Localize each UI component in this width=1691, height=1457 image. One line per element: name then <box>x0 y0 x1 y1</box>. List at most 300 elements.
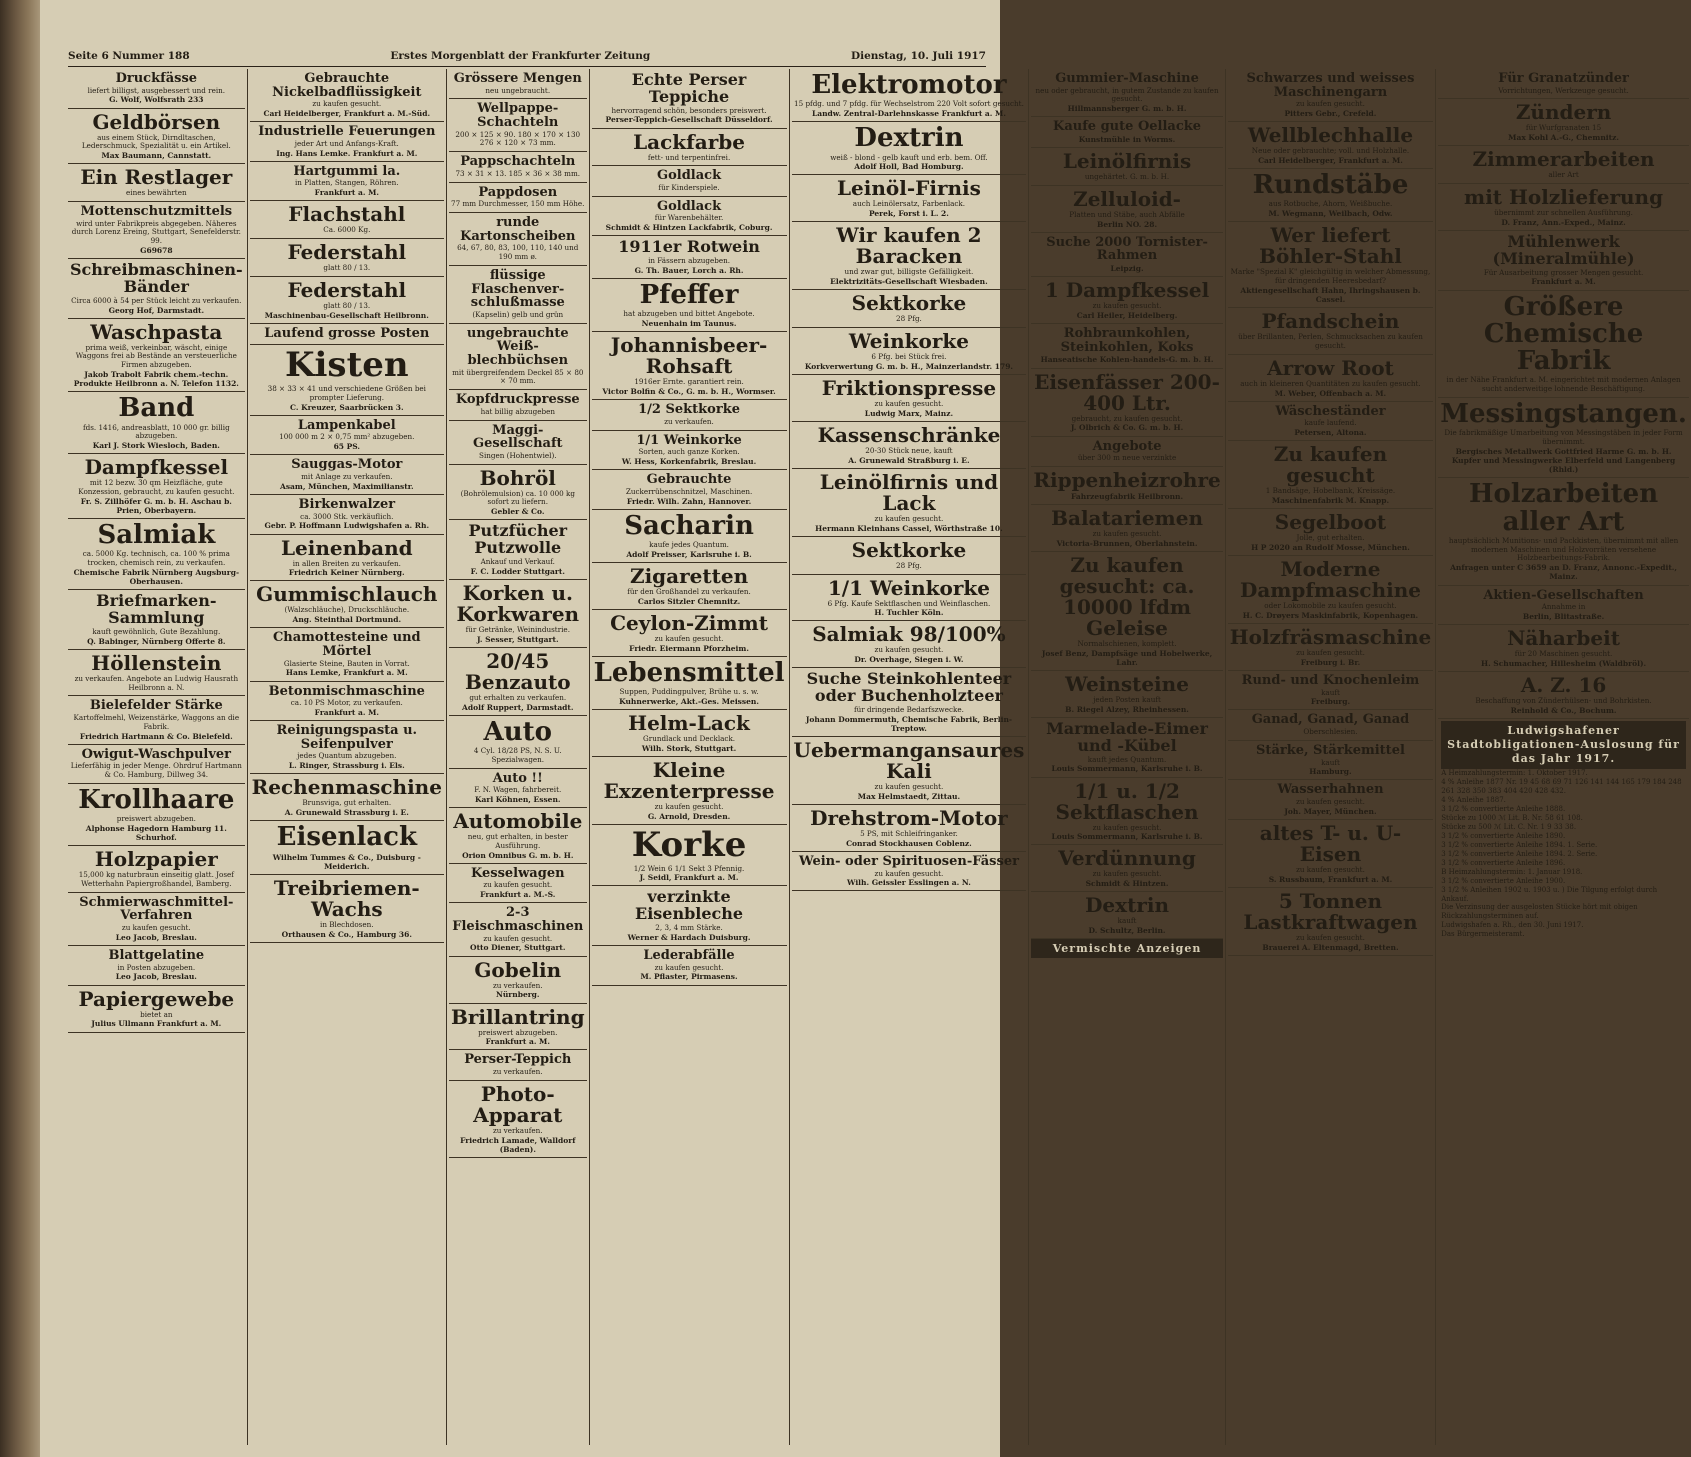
advertisement <box>1031 69 1222 117</box>
ad-headline: Mühlenwerk (Mineralmühle) <box>1492 232 1635 268</box>
advertisement <box>1031 778 1222 846</box>
ad-signature: M. Weber, Offenbach a. M. <box>1274 388 1387 398</box>
advertisement <box>68 946 245 986</box>
ad-headline: Geldbörsen <box>92 109 221 134</box>
ad-signature: Ang. Steinthal Dortmund. <box>292 615 402 625</box>
ad-signature: Louis Sommermann, Karlsruhe i. B. <box>1051 764 1203 774</box>
ad-body: aus Rotbuche, Ahorn, Weißbuche. <box>1268 199 1393 209</box>
ad-signature: Frankfurt a. M. <box>314 708 379 717</box>
ad-signature: Wilhelm Tummes & Co., Duisburg - Meiderich. <box>272 852 421 871</box>
ad-headline: Schreibmaschinen-Bänder <box>70 260 243 296</box>
ad-body: neu oder gebraucht, in gutem Zustande zu kaufen gesucht. <box>1035 85 1219 104</box>
advertisement <box>1031 324 1222 368</box>
ad-signature: Leo Jacob, Breslau. <box>115 932 197 942</box>
ad-signature: Kunstmühle in Worms. <box>1078 134 1176 144</box>
ad-headline: Blattgelatine <box>108 948 205 964</box>
ad-headline: Federstahl <box>287 277 407 302</box>
ad-signature: Max Kohl A.-G., Chemnitz. <box>1508 133 1619 143</box>
advertisement <box>1438 69 1689 99</box>
ad-body: ca. 5000 Kg. technisch, ca. 100 % prima trocken, chemisch rein, zu verkaufen. <box>82 549 230 568</box>
ad-signature: Johann Dommermuth, Chemische Fabrik, Berlin-Treptow. <box>805 714 1013 733</box>
ad-body: hervorragend schön, besonders preiswert. <box>611 105 767 115</box>
ad-headline: Segelboot <box>1274 510 1387 535</box>
ad-signature: Gebler & Co. <box>491 507 545 517</box>
ad-headline: Pappdosen <box>478 184 558 200</box>
advertisement <box>68 986 245 1033</box>
ad-signature: Chemische Fabrik Nürnberg Augsburg-Oberhausen. <box>73 568 240 587</box>
ad-body: über 300 m neue verzinkte <box>1077 453 1177 463</box>
ad-headline: Bielefelder Stärke <box>89 698 223 714</box>
advertisement <box>1438 478 1689 585</box>
advertisement <box>792 375 1027 422</box>
ad-signature: Max Helmstaedt, Zittau. <box>857 791 961 801</box>
ad-signature: Wilh. Geissler Esslingen a. N. <box>847 878 971 888</box>
ad-headline: Uebermangansaures Kali <box>793 738 1025 784</box>
ad-headline: Flachstahl <box>288 202 406 227</box>
ad-headline: Schwarzes und weisses Maschinengarn <box>1246 71 1415 100</box>
ad-headline: Kisten <box>284 345 409 386</box>
ad-body: (Bohrölemulsion) ca. 10 000 kg sofort zu liefern. <box>460 488 575 507</box>
ad-signature: B. Riegel Alzey, Rheinhessen. <box>1065 704 1189 714</box>
ad-body: zu kaufen gesucht. <box>483 933 553 943</box>
ad-body: Grundlack und Decklack. <box>643 733 736 743</box>
ad-body: zu kaufen gesucht. <box>874 782 944 792</box>
ad-headline: Lebensmittel <box>593 657 785 688</box>
ad-signature: Anfragen unter C 3659 an D. Franz, Annonc.-Expedit., Mainz. <box>1450 563 1678 582</box>
ad-signature: Karl Köhnen, Essen. <box>475 794 561 804</box>
advertisement <box>68 696 245 744</box>
ad-headline: Gebrauchte <box>646 472 732 488</box>
advertisement <box>250 682 444 722</box>
ad-body: prima weiß, verkeinbar, wäscht, einige Waggons frei ab Bestände an versteuerliche Firmen abzugeben. <box>75 342 237 370</box>
ad-headline: 1/1 Weinkorke <box>827 575 990 600</box>
advertisement <box>250 416 444 456</box>
ad-headline: runde Kartonscheiben <box>460 215 576 244</box>
ad-signature: Carl Heidelberger, Frankfurt a. M.-Süd. <box>263 109 431 119</box>
ad-body: zu kaufen gesucht. <box>874 645 944 655</box>
ad-headline: Rund- und Knochenleim <box>1241 672 1420 688</box>
ad-headline: Dextrin <box>1085 893 1169 918</box>
ad-headline: Laufend grosse Posten <box>264 325 430 341</box>
advertisement <box>1438 184 1689 231</box>
ad-body: 28 Pfg. <box>896 314 922 324</box>
advertisement <box>449 580 587 648</box>
ad-signature: Neuenhain im Taunus. <box>641 319 737 329</box>
advertisement <box>592 332 787 400</box>
advertisement <box>1031 148 1222 186</box>
ad-body: neu ungebraucht. <box>485 85 551 95</box>
ad-body: zu kaufen gesucht. <box>1296 99 1365 109</box>
advertisement <box>250 201 444 239</box>
advertisement <box>449 808 587 864</box>
bond-drawing-line: A Heimzahlungstermin: 1. Oktober 1917. <box>1441 769 1588 778</box>
ad-signature: D. Franz, Ann.-Exped., Mainz. <box>1501 217 1626 227</box>
ad-headline: Zimmerarbeiten <box>1472 147 1655 172</box>
advertisement <box>1438 398 1689 478</box>
ad-headline: Ceylon-Zimmt <box>610 610 768 635</box>
ad-column-3 <box>447 69 590 1445</box>
bond-drawing-line: 4 % Anleihe 1887. <box>1441 796 1506 805</box>
ad-body: Kartoffelmehl, Weizenstärke, Waggons an die Fabrik. <box>73 713 240 731</box>
header-masthead: Erstes Morgenblatt der Frankfurter Zeitung <box>390 50 651 62</box>
ad-headline: Marmelade-Eimer und -Kübel <box>1046 718 1208 755</box>
ad-headline: Pfandschein <box>1261 309 1400 334</box>
bond-drawing-line: Stücke zu 1000 ℳ Lit. B. Nr. 58 61 108. <box>1441 813 1583 822</box>
section-banner-vermischte: Vermischte Anzeigen <box>1031 939 1222 958</box>
advertisement <box>1228 820 1434 888</box>
ad-headline: Drehstrom-Motor <box>810 805 1008 830</box>
ad-body: Die fabrikmäßige Umarbeitung von Messingstäben in jeder Form übernimmt. <box>1444 428 1683 447</box>
advertisement <box>1031 233 1222 277</box>
advertisement <box>1438 99 1689 146</box>
ad-signature: Ludwig Marx, Mainz. <box>864 408 954 418</box>
advertisement <box>792 222 1027 290</box>
advertisement <box>1228 556 1434 624</box>
ad-signature: Frankfurt a. M.-S. <box>480 890 556 900</box>
ad-headline: verzinkte Eisenbleche <box>635 887 744 924</box>
ad-signature: Q. Babinger, Nürnberg Offerte 8. <box>87 636 226 646</box>
advertisement <box>1228 308 1434 355</box>
ad-body: Lieferfähig in jeder Menge. Ohrdruf Hartmann & Co. Hamburg, Dillweg 34. <box>70 761 242 780</box>
advertisement <box>449 1004 587 1051</box>
ad-body: Jolle, gut erhalten. <box>1296 533 1365 543</box>
ad-headline: Rippenheizrohre <box>1033 467 1221 492</box>
ad-body: 15 pfdg. und 7 pfdg. für Wechselstrom 220 Volt sofort gesucht. <box>794 99 1024 109</box>
ad-headline: Zelluloid- <box>1073 186 1181 211</box>
advertisement <box>1228 624 1434 671</box>
ad-body: kauft <box>1117 916 1137 926</box>
advertisement <box>1228 780 1434 820</box>
ad-body: zu kaufen gesucht. <box>654 962 724 972</box>
ad-body: für dringende Bedarfszwecke. <box>853 704 964 714</box>
ad-headline: Echte Perser Teppiche <box>631 70 747 106</box>
ad-columns <box>66 69 1687 1445</box>
ad-body: für 20 Maschinen gesucht. <box>1514 649 1613 659</box>
advertisement <box>1228 169 1434 222</box>
ad-headline: Automobile <box>453 809 583 834</box>
ad-headline: Goldlack <box>657 198 722 214</box>
ad-headline: Gebrauchte Nickelbadflüssigkeit <box>272 71 422 100</box>
ad-body: kauft gewöhnlich, Gute Bezahlung. <box>92 626 221 636</box>
ad-headline: Wellpappe-Schachteln <box>477 101 559 131</box>
ad-body: in der Nähe Frankfurt a. M. eingerichtet mit modernen Anlagen sucht anderweitige lohnende Beschäftigung. <box>1446 375 1681 394</box>
ad-headline: Zündern <box>1515 100 1612 125</box>
ad-signature: H. Schumacher, Hillesheim (Waldbröl). <box>1480 658 1647 668</box>
ad-signature: M. Wegmann, Weilbach, Odw. <box>1268 209 1393 219</box>
advertisement <box>68 784 245 846</box>
ad-body: und zwar gut, billigste Gefälligkeit. <box>844 267 974 277</box>
ad-headline: Stärke, Stärkemittel <box>1256 742 1405 758</box>
advertisement <box>68 519 245 590</box>
ad-signature: Berlin, Blitastraße. <box>1522 611 1605 621</box>
ad-headline: altes T- u. U-Eisen <box>1259 821 1402 867</box>
ad-signature: Nürnberg. <box>496 990 540 1000</box>
ad-body: mit übergreifendem Deckel 85 × 80 × 70 mm. <box>452 367 584 386</box>
ad-body: glatt 80 / 13. <box>323 300 371 310</box>
ad-body: zu kaufen gesucht. <box>874 513 944 523</box>
ad-body: 38 × 33 × 41 und verschiedene Größen bei prompter Lieferung. <box>267 384 426 402</box>
bond-drawing-line: 3 1/2 % convertierte Anleihe 1894. 1. Serie. <box>1441 840 1598 849</box>
advertisement <box>592 825 787 887</box>
advertisement <box>592 197 787 237</box>
ad-signature: J. Sesser, Stuttgart. <box>476 634 559 644</box>
ad-headline: Band <box>118 393 195 424</box>
ad-signature: Conrad Stockhausen Coblenz. <box>846 838 972 848</box>
advertisement <box>1228 671 1434 711</box>
ad-signature: Victor Bolfin & Co., G. m. b. H., Wormser. <box>602 387 776 396</box>
ad-body: hat abzugeben und bittet Angebote. <box>623 309 755 319</box>
advertisement <box>449 648 587 716</box>
ad-headline: Auto !! <box>492 770 543 786</box>
ad-headline: Korke <box>631 824 747 865</box>
ad-signature: Hanseatische Kohlen-handels-G. m. b. H. <box>1040 355 1214 365</box>
ad-body: Oberschlesien. <box>1303 727 1358 737</box>
bond-drawing-line: Ludwigshafen a. Rh., den 30. Juni 1917. <box>1441 921 1584 930</box>
ad-headline: Rohbraunkohlen, Steinkohlen, Koks <box>1060 326 1194 355</box>
advertisement <box>68 745 245 784</box>
bond-drawing-line: Die Verzinsung der ausgelosten Stücke hört mit obigen Rückzahlungsterminen auf. <box>1441 903 1638 921</box>
ad-body: 6 Pfg. bei Stück frei. <box>871 352 947 362</box>
ad-body: zu kaufen gesucht. <box>1092 869 1162 879</box>
ad-headline: Leinölfirnis <box>1062 149 1192 174</box>
advertisement <box>250 122 444 162</box>
ad-signature: Perek, Forst i. L. 2. <box>868 209 949 219</box>
ad-headline: Photo-Apparat <box>473 1081 563 1127</box>
advertisement <box>68 259 245 319</box>
ad-headline: Näharbeit <box>1507 626 1620 651</box>
bond-drawing-line: 3 1/2 % convertierte Anleihe 1894. 2. Serie. <box>1441 849 1598 858</box>
ad-body: jeder Art und Anfangs-Kraft. <box>294 138 399 148</box>
advertisement <box>792 575 1027 622</box>
ad-signature: D. Schultz, Berlin. <box>1088 926 1166 936</box>
ad-headline: Aktien-Gesellschaften <box>1483 587 1644 603</box>
ad-headline: Federstahl <box>287 240 407 265</box>
advertisement <box>68 164 245 202</box>
ad-headline: Gummier-Maschine <box>1055 71 1199 86</box>
advertisement <box>592 470 787 510</box>
ad-body: zu verkaufen. <box>492 980 543 990</box>
ad-headline: Wer liefert Böhler-Stahl <box>1259 223 1402 269</box>
ad-signature: G69678 <box>140 246 173 256</box>
advertisement <box>68 454 245 519</box>
ad-signature: Maschinenfabrik M. Knapp. <box>1271 496 1390 506</box>
ad-headline: Gobelin <box>474 957 562 982</box>
ad-column-5 <box>790 69 1030 1445</box>
ad-signature: Werner & Hardach Duisburg. <box>627 932 751 942</box>
ad-body: kaufe laufend. <box>1304 418 1357 428</box>
ad-body: fett- und terpentinfrei. <box>647 152 731 162</box>
ad-headline: Sacharin <box>624 510 754 541</box>
advertisement <box>1031 892 1222 939</box>
advertisement <box>1438 625 1689 672</box>
header-page-number: Seite 6 Nummer 188 <box>68 50 190 62</box>
ad-headline: Zigaretten <box>629 563 749 588</box>
advertisement <box>792 852 1027 892</box>
ad-headline: Wasserhahnen <box>1277 782 1384 798</box>
ad-signature: Berlin NO. 28. <box>1097 219 1158 229</box>
bond-drawing-line: 3 1/2 % convertierte Anleihe 1900. <box>1441 876 1566 885</box>
bond-drawing-line: 3 1/2 % convertierte Anleihe 1896. <box>1441 858 1566 867</box>
ad-body: glatt 80 / 13. <box>323 263 371 273</box>
ad-signature: G. Arnold, Dresden. <box>647 811 731 821</box>
ad-signature: Fahrzeugfabrik Heilbronn. <box>1070 491 1184 501</box>
ad-body: Annahme in <box>1541 602 1586 612</box>
ad-headline: Kesselwagen <box>470 865 565 881</box>
ad-body: aller Art <box>1548 170 1579 180</box>
ad-body: für Wurfgranaten 15 <box>1525 123 1602 133</box>
ad-signature: Asam, München, Maximilianstr. <box>280 481 414 491</box>
ad-body: in Blechdosen. <box>320 919 374 929</box>
ad-body: 1 Bandsäge, Hobelbank, Kreissäge. <box>1265 486 1396 496</box>
ad-signature: Julius Ullmann Frankfurt a. M. <box>91 1019 222 1029</box>
ad-headline: Brillantring <box>450 1004 585 1029</box>
ad-column-2 <box>248 69 447 1445</box>
ad-body: gebraucht, zu kaufen gesucht. <box>1071 413 1183 423</box>
ad-signature: Bergisches Metallwerk Gottfried Harme G. m. b. H. Kupfer und Messingwerke Elberfeld und Langenberg (Rhld.) <box>1451 446 1676 475</box>
ad-column-4 <box>590 69 790 1445</box>
ad-signature: Korkverwertung G. m. b. H., Mainzerlandstr. 179. <box>804 361 1014 371</box>
ad-headline: Wäscheständer <box>1275 403 1386 419</box>
ad-body: ca. 10 PS Motor, zu verkaufen. <box>290 698 403 708</box>
ad-headline: Arrow Root <box>1267 355 1394 380</box>
ad-body: mit Anlage zu verkaufen. <box>301 472 393 482</box>
advertisement <box>1228 741 1434 781</box>
ad-body: mit 12 bezw. 30 qm Heizfläche, gute Konzession, gebraucht, zu kaufen gesucht. <box>78 478 235 497</box>
ad-body: zu kaufen gesucht. <box>121 923 191 933</box>
advertisement <box>449 390 587 420</box>
ad-signature: Ing. Hans Lemke. Frankfurt a. M. <box>276 148 418 158</box>
advertisement <box>592 757 787 825</box>
ad-headline: Kleine Exzenterpresse <box>603 757 775 803</box>
ad-body: zu kaufen gesucht. <box>654 633 724 643</box>
ad-signature: S. Russbaum, Frankfurt a. M. <box>1268 874 1393 884</box>
bond-drawing-line: 4 % Anleihe 1877 Nr. 19 45 68 69 71 126 141 144 165 179 184 248 261 328 350 383 404 420 428 432. <box>1441 778 1682 796</box>
advertisement <box>792 537 1027 575</box>
advertisement <box>592 946 787 986</box>
bond-drawing-title: Ludwigshafener Stadtobligationen-Auslosung für das Jahr 1917. <box>1441 721 1686 769</box>
advertisement <box>250 495 444 535</box>
ad-headline: Eisenlack <box>276 822 417 853</box>
ad-headline: Moderne Dampfmaschine <box>1239 557 1421 603</box>
advertisement <box>1228 710 1434 740</box>
ad-body: zu kaufen gesucht. <box>1296 932 1365 942</box>
ad-headline: flüssige Flaschenver-schlußmasse <box>470 267 565 311</box>
ad-body: zu verkaufen. <box>492 1067 543 1077</box>
ad-headline: Druckfässe <box>115 71 198 86</box>
ad-headline: Waschpasta <box>90 319 223 344</box>
advertisement <box>1228 509 1434 556</box>
ad-headline: Goldlack <box>657 168 722 184</box>
ad-body: 77 mm Durchmesser, 150 mm Höhe. <box>451 199 585 209</box>
ad-body: Marke "Spezial K" gleichgültig in welcher Abmessung, für dringenden Heeresbedarf? <box>1230 267 1431 286</box>
advertisement <box>792 328 1027 375</box>
advertisement <box>250 628 444 681</box>
ad-signature: Freiburg i. Br. <box>1300 657 1361 667</box>
ad-body: zu kaufen gesucht. <box>1296 797 1365 807</box>
ad-signature: Hermann Kleinhans Cassel, Wörthstraße 10. <box>815 523 1003 533</box>
ad-headline: mit Holzlieferung <box>1464 185 1664 210</box>
ad-headline: Kopfdruckpresse <box>455 392 580 408</box>
ad-body: zu kaufen gesucht. <box>654 801 724 811</box>
advertisement <box>792 422 1027 469</box>
advertisement <box>449 716 587 769</box>
ad-body: kaufe jedes Quantum. <box>649 539 729 549</box>
advertisement <box>1228 69 1434 122</box>
ad-body: zu kaufen gesucht. <box>1092 301 1162 311</box>
ad-body: kauft <box>1321 687 1340 697</box>
advertisement <box>792 290 1027 328</box>
advertisement <box>592 279 787 332</box>
ad-signature: Orthausen & Co., Hamburg 36. <box>281 929 412 939</box>
bond-drawing-notice <box>1438 719 1689 941</box>
ad-headline: Korken u. Korkwaren <box>456 580 580 626</box>
ad-signature: Freiburg. <box>1310 697 1351 707</box>
ad-headline: ungebrauchte Weiß-blechbüchsen <box>466 325 569 368</box>
ad-headline: 5 Tonnen Lastkraftwagen <box>1243 888 1418 934</box>
ad-headline: Höllenstein <box>91 650 222 675</box>
advertisement <box>449 266 587 324</box>
advertisement <box>1438 586 1689 626</box>
advertisement <box>449 324 587 390</box>
ad-signature: Max Baumann, Cannstatt. <box>101 151 212 161</box>
ad-body: zu kaufen gesucht. <box>1296 648 1365 657</box>
ad-body: zu kaufen gesucht. <box>1296 865 1365 875</box>
ad-headline: A. Z. 16 <box>1520 673 1607 697</box>
advertisement <box>250 162 444 202</box>
advertisement <box>250 774 444 821</box>
advertisement <box>1031 117 1222 148</box>
advertisement <box>592 129 787 167</box>
ad-signature: Joh. Mayer, München. <box>1284 806 1377 816</box>
advertisement <box>449 99 587 152</box>
ad-body: kauft <box>1321 757 1340 767</box>
ad-headline: 1/1 Weinkorke <box>636 432 742 448</box>
ad-headline: Papiergewebe <box>78 986 235 1011</box>
advertisement <box>449 465 587 521</box>
ad-signature: Wilh. Stork, Stuttgart. <box>641 743 737 753</box>
ad-headline: Leinölfirnis und Lack <box>819 469 999 515</box>
ad-body: Normalschienen, komplett. <box>1077 639 1177 648</box>
ad-headline: Für Granatzünder <box>1498 71 1629 86</box>
ad-signature: Frankfurt a. M. <box>314 188 379 198</box>
ad-headline: Salmiak <box>97 520 216 551</box>
ad-body: neu, gut erhalten, in bester Ausführung. <box>467 832 568 850</box>
advertisement <box>250 875 444 943</box>
ad-signature: Petersen, Altona. <box>1294 428 1367 438</box>
ad-body: 4 Cyl. 18/28 PS, N. S. U. Spezialwagen. <box>473 745 562 764</box>
advertisement <box>449 152 587 182</box>
ad-body: 20-30 Stück neue, kauft <box>865 445 953 455</box>
ad-body: in Posten abzugeben. <box>117 962 196 972</box>
ad-signature: Adolf Holl, Bad Homburg. <box>854 162 964 172</box>
advertisement <box>792 469 1027 537</box>
advertisement <box>1031 467 1222 505</box>
ad-body: zu kaufen gesucht. <box>1092 822 1162 832</box>
advertisement <box>592 236 787 279</box>
ad-body: auch in kleineren Quantitäten zu kaufen gesucht. <box>1240 378 1421 388</box>
ad-headline: Sektkorke <box>851 291 967 316</box>
ad-body: preiswert abzugeben. <box>478 1027 558 1037</box>
ad-headline: Rechenmaschine <box>251 775 442 800</box>
ad-signature: Hans Lemke, Frankfurt a. M. <box>285 668 408 678</box>
ad-body: für Kinderspiele. <box>658 182 720 192</box>
ad-headline: Gummischlauch <box>256 582 438 607</box>
ad-body: Circa 6000 à 54 per Stück leicht zu verkaufen. <box>71 295 242 305</box>
ad-signature: Fr. S. Zillhöfer G. m. b. H. Aschau b. Prien, Oberbayern. <box>80 496 232 516</box>
ad-body: Brunsviga, gut erhalten. <box>302 798 392 808</box>
advertisement <box>250 535 444 582</box>
advertisement <box>250 821 444 875</box>
